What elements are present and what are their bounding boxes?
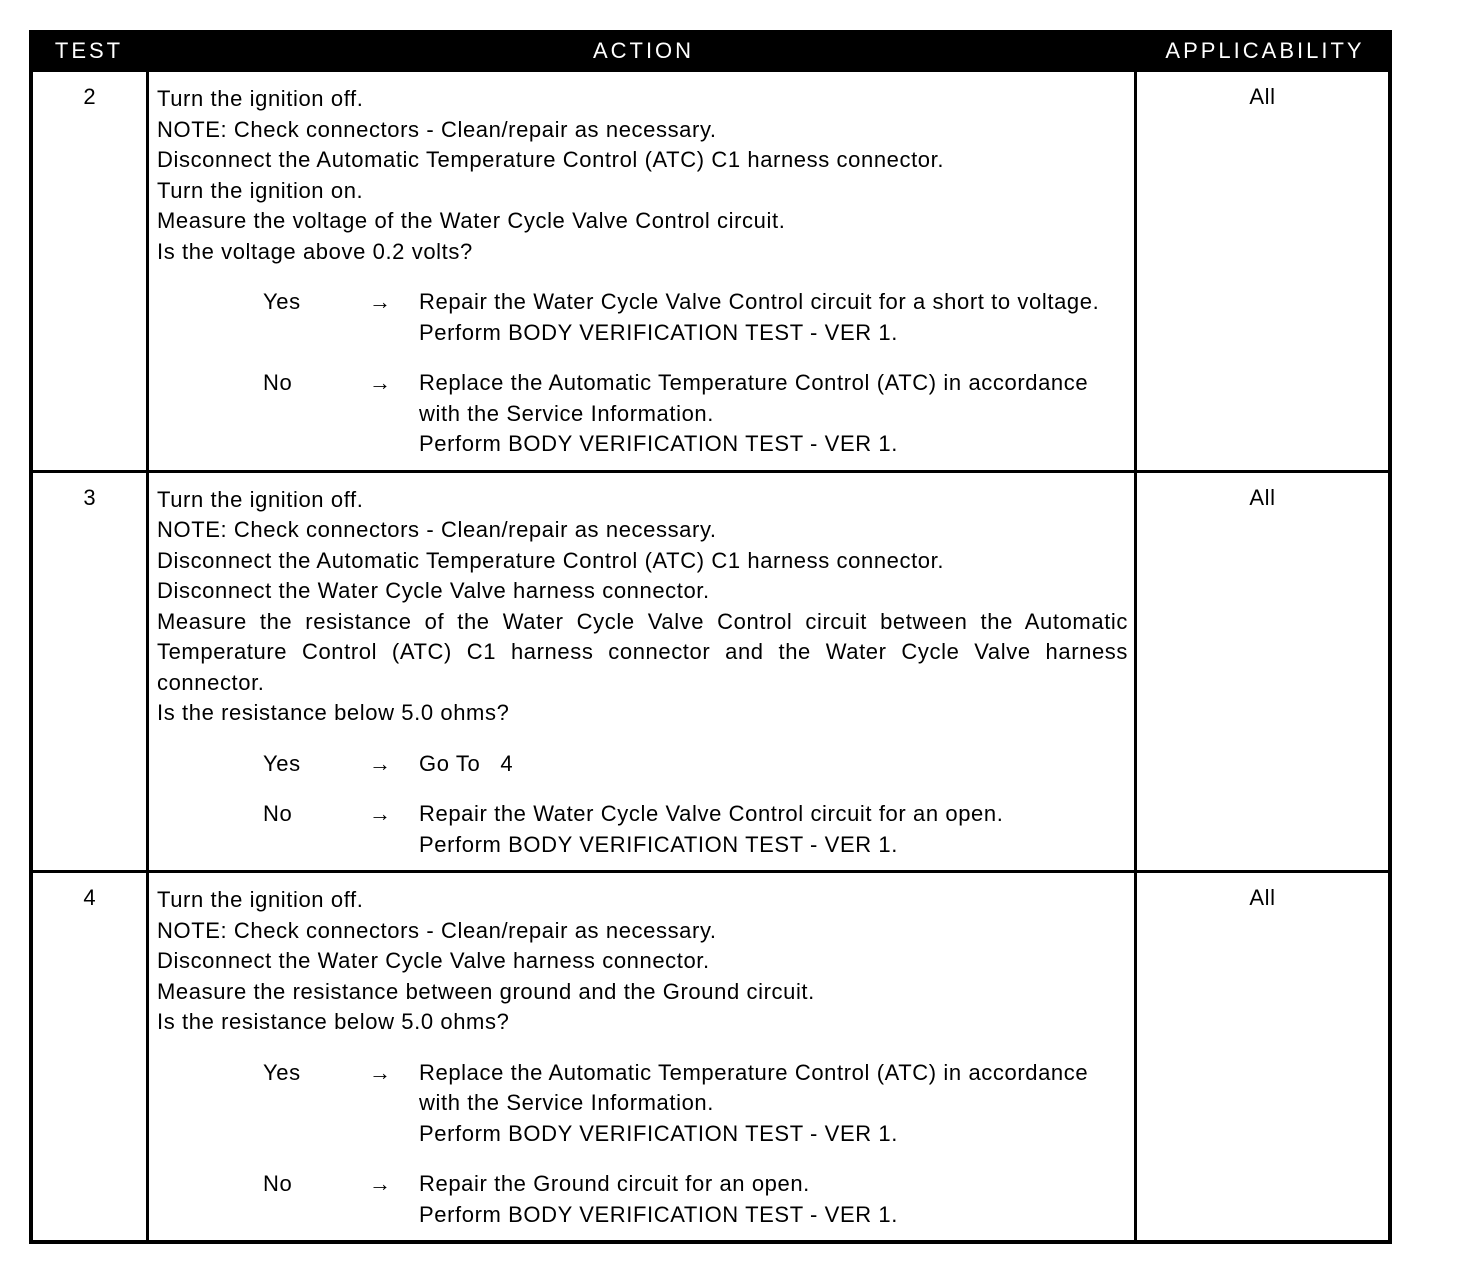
arrow-icon: → xyxy=(369,1059,392,1085)
action-step: Turn the ignition on. xyxy=(157,177,364,203)
no-label: No xyxy=(263,1171,293,1196)
applicability-value: All xyxy=(1249,885,1276,910)
yes-text xyxy=(419,1058,1128,1150)
arrow-icon: → xyxy=(369,289,392,314)
result-line: Perform BODY VERIFICATION TEST - VER 1. xyxy=(419,1120,898,1146)
result-line: Perform BODY VERIFICATION TEST - VER 1. xyxy=(419,831,898,857)
action-cell xyxy=(149,72,1137,470)
no-result xyxy=(157,368,1128,460)
action-step: Disconnect the Automatic Temperature Control (ATC) C1 harness connector. xyxy=(157,147,945,172)
table-row xyxy=(33,470,1388,871)
result-line: Perform BODY VERIFICATION TEST - VER 1. xyxy=(419,319,898,345)
yes-text xyxy=(419,287,1128,348)
arrow-icon: → xyxy=(369,370,392,395)
result-line: Replace the Automatic Temperature Control (ATC) in accordance xyxy=(419,1059,1089,1085)
action-cell xyxy=(149,473,1137,871)
yes-text xyxy=(419,749,1128,780)
no-result xyxy=(157,1169,1128,1230)
result-line: Perform BODY VERIFICATION TEST - VER 1. xyxy=(419,1201,898,1227)
yes-label: Yes xyxy=(263,289,301,314)
yes-result xyxy=(157,1058,1128,1150)
table-body xyxy=(29,72,1392,1244)
result-line: with the Service Information. xyxy=(419,1090,714,1115)
diagnostic-table xyxy=(29,30,1392,1244)
result-line: Perform BODY VERIFICATION TEST - VER 1. xyxy=(419,431,898,456)
action-step: Measure the resistance between ground and the Ground circuit. xyxy=(157,978,815,1004)
action-step: Is the resistance below 5.0 ohms? xyxy=(157,1009,510,1034)
yes-result xyxy=(157,287,1128,348)
arrow-icon: → xyxy=(369,801,392,826)
action-step: Measure the resistance of the Water Cycle Valve Control circuit between the Automatic Temperature Control (ATC) C1 harness connector and the Water Cycle Valve harness connector. xyxy=(157,608,1128,695)
action-step: Disconnect the Automatic Temperature Control (ATC) C1 harness connector. xyxy=(157,547,945,573)
test-number: 4 xyxy=(33,873,149,1240)
yes-label: Yes xyxy=(263,1059,301,1085)
table-row xyxy=(33,72,1388,470)
header-test: TEST xyxy=(54,38,124,63)
no-text xyxy=(419,1169,1128,1230)
arrow-icon: → xyxy=(369,750,392,776)
action-cell xyxy=(149,873,1137,1240)
action-step: Disconnect the Water Cycle Valve harness connector. xyxy=(157,948,710,973)
no-result xyxy=(157,799,1128,860)
applicability-value: All xyxy=(1249,484,1276,510)
table-row xyxy=(33,870,1388,1240)
table-header xyxy=(29,30,1392,72)
no-label: No xyxy=(263,801,293,826)
action-step: Turn the ignition off. xyxy=(157,887,364,912)
result-line: Go To 4 xyxy=(419,750,514,776)
action-step: NOTE: Check connectors - Clean/repair as necessary. xyxy=(157,917,717,943)
test-number: 2 xyxy=(33,72,149,470)
applicability-value: All xyxy=(1249,84,1276,109)
action-step: Is the voltage above 0.2 volts? xyxy=(157,238,473,264)
no-text xyxy=(419,368,1128,460)
test-number: 3 xyxy=(33,473,149,871)
result-line: with the Service Information. xyxy=(419,400,714,426)
action-step: NOTE: Check connectors - Clean/repair as necessary. xyxy=(157,116,717,142)
action-step: Measure the voltage of the Water Cycle Valve Control circuit. xyxy=(157,208,786,233)
action-step: Disconnect the Water Cycle Valve harness connector. xyxy=(157,578,710,603)
no-text xyxy=(419,799,1128,860)
action-step: Turn the ignition off. xyxy=(157,486,364,512)
action-step: Is the resistance below 5.0 ohms? xyxy=(157,700,510,725)
result-line: Repair the Water Cycle Valve Control circuit for a short to voltage. xyxy=(419,289,1100,314)
action-step: NOTE: Check connectors - Clean/repair as necessary. xyxy=(157,517,717,542)
result-line: Replace the Automatic Temperature Control (ATC) in accordance xyxy=(419,370,1089,395)
result-line: Repair the Ground circuit for an open. xyxy=(419,1171,810,1196)
action-step: Turn the ignition off. xyxy=(157,86,364,111)
yes-result xyxy=(157,749,1128,780)
arrow-icon: → xyxy=(369,1171,392,1196)
header-applicability: APPLICABILITY xyxy=(1165,38,1365,63)
header-action: ACTION xyxy=(592,38,695,63)
result-line: Repair the Water Cycle Valve Control circuit for an open. xyxy=(419,801,1004,826)
no-label: No xyxy=(263,370,293,395)
yes-label: Yes xyxy=(263,750,301,776)
